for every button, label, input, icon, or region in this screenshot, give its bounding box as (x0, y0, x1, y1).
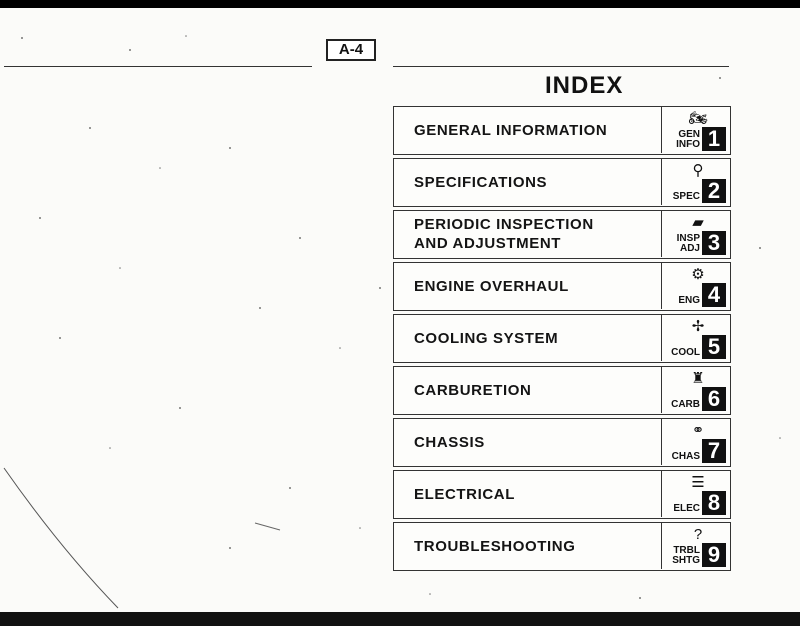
section-abbr: TRBL SHTG (672, 545, 700, 566)
motorcycle-icon: 🏍 (688, 110, 708, 127)
entry-label (414, 471, 654, 517)
entry-label (414, 211, 654, 257)
entry-label (414, 159, 654, 205)
section-number: 1 (702, 127, 726, 151)
section-tab (661, 315, 729, 361)
entry-label (414, 315, 654, 361)
section-tab (661, 367, 729, 413)
section-number: 3 (702, 231, 726, 255)
entry-label-line: GENERAL INFORMATION (414, 121, 608, 139)
battery-icon: ☰ (691, 474, 705, 491)
section-abbr: GEN INFO (676, 129, 700, 150)
entry-label-line: CHASSIS (414, 433, 485, 451)
chassis-icon: ⚭ (691, 422, 705, 439)
entry-label (414, 263, 654, 309)
entry-label-line: AND ADJUSTMENT (414, 235, 562, 252)
header-rule-left (4, 66, 312, 67)
index-title: INDEX (545, 72, 624, 99)
section-tab (661, 159, 729, 205)
section-number: 7 (702, 439, 726, 463)
inspection-icon: ▰ (692, 214, 704, 231)
section-tab (661, 471, 729, 517)
section-abbr: CARB (671, 399, 700, 410)
section-number: 8 (702, 491, 726, 515)
index-entry-periodic-inspection[interactable] (393, 210, 731, 259)
entry-label-line: ENGINE OVERHAUL (414, 277, 569, 295)
index-entry-engine-overhaul[interactable] (393, 262, 731, 311)
section-tab (661, 419, 729, 465)
section-tab (661, 263, 729, 309)
engine-icon: ⚙ (691, 266, 705, 283)
entry-label-line: TROUBLESHOOTING (414, 537, 576, 555)
section-number: 5 (702, 335, 726, 359)
entry-label-line: SPECIFICATIONS (414, 173, 548, 191)
section-abbr: SPEC (672, 191, 700, 202)
entry-label-line: CARBURETION (414, 381, 532, 399)
entry-label (414, 367, 654, 413)
entry-label (414, 523, 654, 569)
section-number: 2 (702, 179, 726, 203)
section-abbr: CHAS (671, 451, 700, 462)
index-entry-general-information[interactable] (393, 106, 731, 155)
section-number: 9 (702, 543, 726, 567)
section-abbr: ELEC (673, 503, 700, 514)
section-abbr: ENG (678, 295, 700, 306)
entry-label-line: ELECTRICAL (414, 485, 515, 503)
section-tab (661, 211, 729, 257)
question-icon: ? (693, 525, 703, 543)
bottom-bar (0, 612, 800, 626)
entry-label-line: PERIODIC INSPECTION (414, 216, 594, 233)
entry-label-line: COOLING SYSTEM (414, 329, 559, 347)
index-entry-chassis[interactable] (393, 418, 731, 467)
page-id-label: A-4 (326, 39, 376, 61)
index-entry-troubleshooting[interactable] (393, 522, 731, 571)
carburetor-icon: ♜ (691, 370, 705, 387)
section-number: 6 (702, 387, 726, 411)
index-entry-specifications[interactable] (393, 158, 731, 207)
manual-page (0, 8, 800, 612)
tools-icon: ⚲ (692, 162, 704, 179)
section-number: 4 (702, 283, 726, 307)
entry-label (414, 107, 654, 153)
index-entry-carburetion[interactable] (393, 366, 731, 415)
index-entry-cooling-system[interactable] (393, 314, 731, 363)
section-tab (661, 107, 729, 153)
section-abbr: INSP ADJ (676, 233, 700, 254)
header-rule-right (393, 66, 729, 67)
fan-icon: ✢ (691, 318, 705, 335)
section-abbr: COOL (671, 347, 700, 358)
section-tab (661, 523, 729, 569)
index-entry-electrical[interactable] (393, 470, 731, 519)
entry-label (414, 419, 654, 465)
